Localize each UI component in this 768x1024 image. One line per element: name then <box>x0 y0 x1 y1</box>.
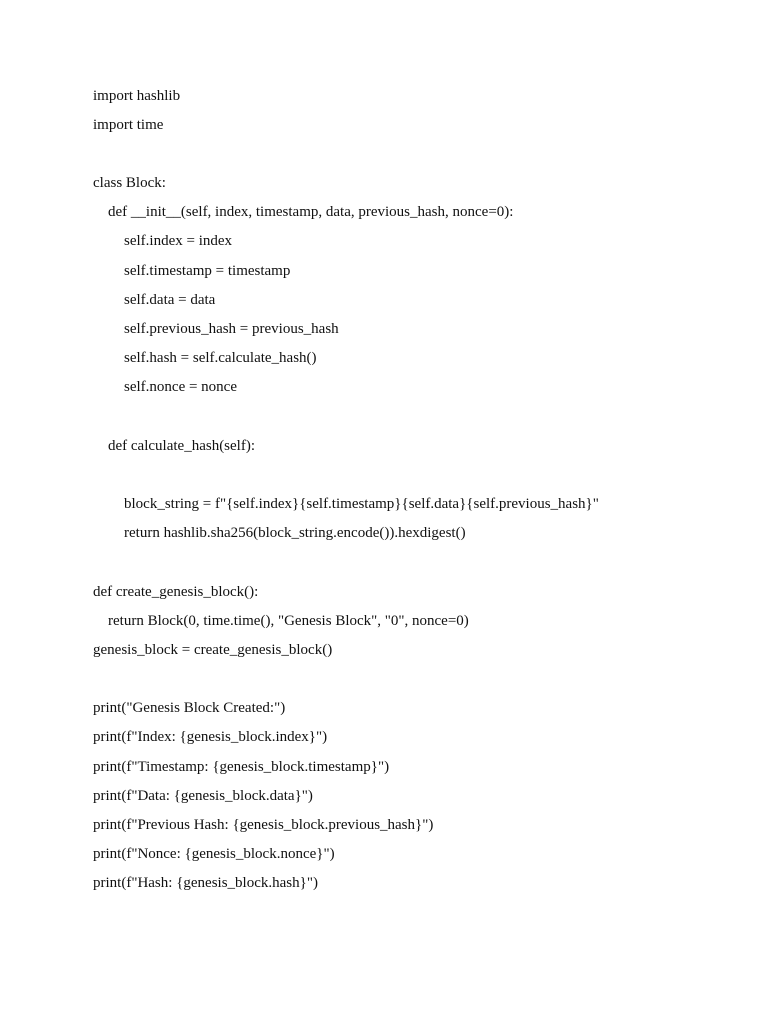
code-line: def __init__(self, index, timestamp, data, previous_hash, nonce=0): <box>108 204 514 220</box>
code-line: return hashlib.sha256(block_string.encode()).hexdigest() <box>124 525 466 541</box>
code-line: self.hash = self.calculate_hash() <box>124 350 317 366</box>
code-line: self.previous_hash = previous_hash <box>124 321 339 337</box>
code-line: self.index = index <box>124 233 233 249</box>
code-line: self.timestamp = timestamp <box>124 263 291 279</box>
code-line: print(f"Timestamp: {genesis_block.timestamp}") <box>93 759 390 775</box>
code-line: def create_genesis_block(): <box>93 584 259 600</box>
code-line: import hashlib <box>93 88 181 104</box>
code-line: class Block: <box>93 175 166 191</box>
code-line: print(f"Hash: {genesis_block.hash}") <box>93 875 318 891</box>
code-line: print(f"Index: {genesis_block.index}") <box>93 729 328 745</box>
code-line: genesis_block = create_genesis_block() <box>93 642 333 658</box>
code-line: print(f"Previous Hash: {genesis_block.previous_hash}") <box>93 817 434 833</box>
code-line: return Block(0, time.time(), "Genesis Block", "0", nonce=0) <box>108 613 469 629</box>
code-line: block_string = f"{self.index}{self.timestamp}{self.data}{self.previous_hash}" <box>124 496 599 512</box>
code-line: def calculate_hash(self): <box>108 438 256 454</box>
code-line: self.nonce = nonce <box>124 379 237 395</box>
code-line: self.data = data <box>124 292 216 308</box>
code-line: print("Genesis Block Created:") <box>93 700 286 716</box>
code-line: import time <box>93 117 164 133</box>
code-line: print(f"Data: {genesis_block.data}") <box>93 788 313 804</box>
code-line: print(f"Nonce: {genesis_block.nonce}") <box>93 846 335 862</box>
